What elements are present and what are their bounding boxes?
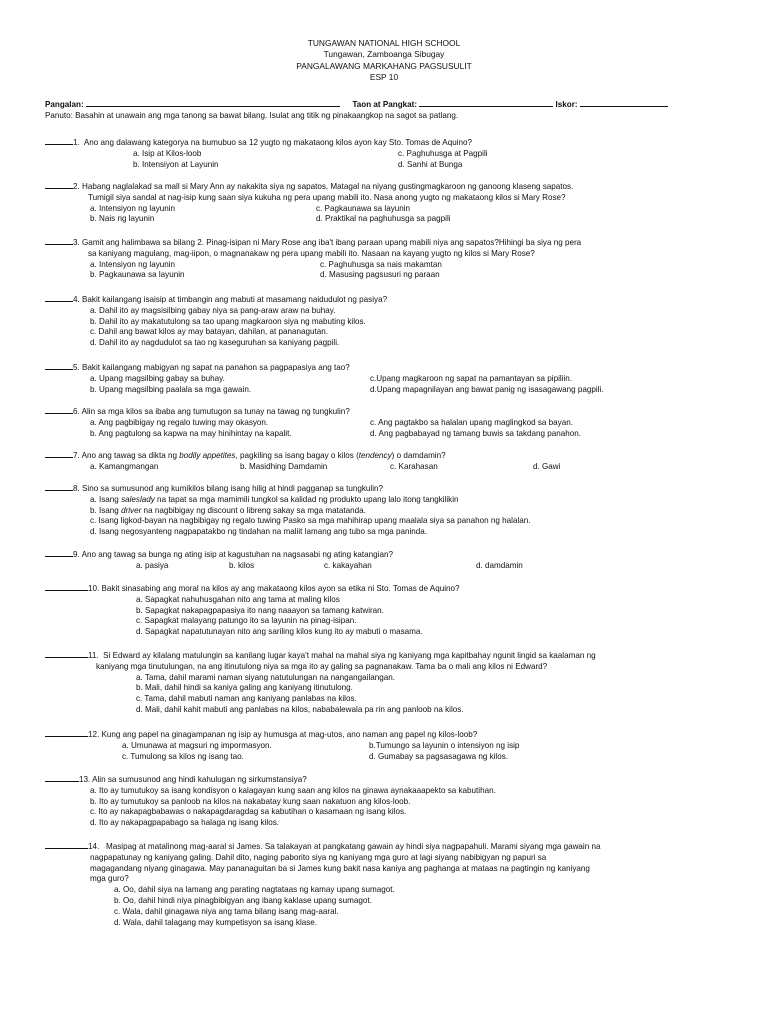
question-stem: Ano ang dalawang kategorya na bumubuo sa 12 yugto ng makataong kilos ayon kay Sto. Tomas de Aquino?: [83, 138, 472, 147]
question-stem-continued: kaniyang mga tinutulungan, na ang itinutulong niya sa mga ito ay galing sa pagnanakaw. Tama ba o mali ang kilos ni Edward?: [96, 661, 548, 671]
option-a: a. Upang magsilbing gabay sa buhay.: [90, 373, 225, 383]
option-a: a. Ang pagbibigay ng regalo tuwing may okasyon.: [90, 417, 269, 427]
option-a: a. pasiya: [136, 560, 169, 570]
question-stem-continued: mga guro?: [90, 874, 129, 884]
option-b: b. Mali, dahil hindi sa kaniya galing ang kaniyang itinutulong.: [136, 683, 353, 693]
question-stem: Sino sa sumusunod ang kumikilos bilang isang hilig at hindi pagganap sa tungkulin?: [82, 484, 384, 493]
options: [45, 374, 745, 396]
grade-field[interactable]: [419, 99, 553, 107]
option-b: b. Dahil ito ay makatutulong sa tao upang magkaroon siya ng mabuting kilos.: [90, 316, 366, 326]
document-header: [0, 38, 768, 84]
option-d: d. Isang negosyanteng nagpapatakbo ng tindahan na maliit lamang ang tubo sa mga paninda.: [90, 527, 428, 537]
option-d: d.Upang mapagnilayan ang bawat panig ng isasagawang pagpili.: [370, 384, 604, 394]
options: [45, 741, 745, 763]
answer-blank[interactable]: [45, 180, 73, 189]
question-stem: Masipag at matalinong mag-aaral si James. Sa talakayan at pangkatang gawain ay hindi siya nagpapahuli. Marami siyang mga gawain na: [106, 842, 601, 851]
question-7: [45, 449, 745, 473]
question-stem-continued: magagandang niyang ginagawa. May pananaguitan ba si James kung bakit nasa kaniya ang paghanga at mataas na pagtingin ng kaniyang: [90, 863, 590, 873]
option-d: d. Mali, dahil kahit mabuti ang panlabas na kilos, nababalewala pa rin ang panloob na kilos.: [136, 704, 464, 714]
question-11: [45, 649, 745, 716]
option-c: c. Tumulong sa kilos ng isang tao.: [122, 751, 244, 761]
option-d: d. Gawi: [533, 461, 561, 471]
options: [45, 149, 745, 171]
option-c: c. Sapagkat malayang patungo ito sa layunin na pinag-isipan.: [136, 616, 357, 626]
options: [45, 561, 745, 572]
question-stem-continued: nagpapatunay ng kaniyang galing. Dahil dito, naging paborito siya ng kaniyang mga guro at lagi siyang nabibigyan ng papuri sa: [90, 852, 547, 862]
question-10: [45, 582, 745, 638]
question-stem: Bakit sinasabing ang moral na kilos ay ang makataong kilos ayon sa etika ni Sto. Tomas de Aquino?: [101, 584, 460, 593]
question-number: 12.: [88, 730, 100, 739]
question-14: [45, 840, 745, 928]
option-a: a. Isip at Kilos-loob: [133, 148, 202, 158]
option-b: b. Upang magsilbing paalala sa mga gawain.: [90, 384, 252, 394]
question-12: [45, 728, 745, 762]
options: [45, 673, 745, 716]
answer-blank[interactable]: [45, 728, 88, 737]
option-c: c. Pagkaunawa sa layunin: [316, 203, 411, 213]
answer-blank[interactable]: [45, 482, 73, 491]
option-c: c. Ang pagtakbo sa halalan upang maglingkod sa bayan.: [370, 417, 573, 427]
option-d: d. Dahil ito ay nagdudulot sa tao ng kaseguruhan sa kaniyang pagpili.: [90, 338, 340, 348]
question-number: 14.: [88, 842, 100, 851]
exam-title: PANGALAWANG MARKAHANG PAGSUSULIT: [296, 60, 472, 71]
question-number: 11.: [88, 651, 99, 660]
subject-title: ESP 10: [369, 72, 399, 83]
options: [45, 306, 745, 349]
question-stem-continued: Tumigil siya sandal at nag-isip kung saan siya kukuha ng pera upang mabili ito. Nasa anong yugto ng makataong kilos si Mary Rose?: [88, 192, 566, 202]
question-number: 4.: [73, 295, 80, 304]
question-5: [45, 361, 745, 395]
options: [45, 462, 745, 473]
options: [45, 786, 745, 829]
option-c: c. Wala, dahil ginagawa niya ang tama bilang isang mag-aaral.: [114, 906, 339, 916]
option-a: a. Ito ay tumutukoy sa isang kondisyon o kalagayan kung saan ang kilos na ginawa aynakaaapekto sa kabutihan.: [90, 785, 496, 795]
option-c: c. Dahil ang bawat kilos ay may batayan, dahilan, at pananagutan.: [90, 327, 329, 337]
option-a: a. Intensiyon ng layunin: [90, 203, 176, 213]
question-number: 13.: [79, 775, 91, 784]
options: [45, 885, 745, 928]
student-info-line: [45, 99, 745, 111]
question-13: [45, 773, 745, 829]
option-c: c. Ito ay nakapagbabawas o nakapagdaragdag sa kabutihan o kasamaan ng isang kilos.: [90, 807, 407, 817]
question-stem: Ano ang tawag sa bunga ng ating isip at kagustuhan na nagsasabi ng ating katangian?: [81, 550, 393, 559]
question-number: 2.: [73, 182, 80, 191]
option-a: a. Tama, dahil marami naman siyang natutulungan na nangangailangan.: [136, 672, 396, 682]
question-stem: Ano ang tawag sa dikta ng bodily appetites, pagkiling sa isang bagay o kilos (tendency) o damdamin?: [81, 451, 446, 460]
option-b: b.Tumungo sa layunin o intensiyon ng isip: [369, 740, 520, 750]
question-6: [45, 405, 745, 439]
option-d: d. Ito ay nakapagpapabago sa halaga ng isang kilos.: [90, 818, 279, 828]
option-b: b. Pagkaunawa sa layunin: [90, 270, 185, 280]
name-field[interactable]: [86, 99, 340, 107]
score-field[interactable]: [580, 99, 668, 107]
option-a: a. Oo, dahil siya na lamang ang parating nagtataas ng kamay upang sumagot.: [114, 885, 395, 895]
option-c: c. Isang ligkod-bayan na nagbibigay ng regalo tuwing Pasko sa mga mahihirap upang maalala siya sa panahon ng halalan.: [90, 516, 531, 526]
answer-blank[interactable]: [45, 840, 88, 849]
question-number: 10.: [88, 584, 100, 593]
option-c: c. Paghuhusga at Pagpili: [398, 148, 488, 158]
question-stem: Alin sa mga kilos sa ibaba ang tumutugon sa tunay na tawag ng tungkulin?: [81, 407, 350, 416]
answer-blank[interactable]: [45, 649, 88, 658]
option-c: c.Upang magkaroon ng sapat na pamantayan sa pipiliin.: [370, 373, 573, 383]
option-c: c. Paghuhusga sa nais makamtan: [320, 259, 442, 269]
answer-blank[interactable]: [45, 293, 73, 302]
option-a: a. Umunawa at magsuri ng impormasyon.: [122, 740, 272, 750]
grade-label: Taon at Pangkat:: [352, 100, 418, 109]
instructions: Panuto: Basahin at unawain ang mga tanong sa bawat bilang. Isulat ang titik ng pinakaangkop na sagot sa patlang.: [45, 111, 459, 120]
answer-blank[interactable]: [45, 136, 73, 145]
question-number: 6.: [73, 407, 80, 416]
option-a: a. Kamangmangan: [90, 461, 159, 471]
question-stem: Gamit ang halimbawa sa bilang 2. Pinag-isipan ni Mary Rose ang iba't ibang paraan upang mabili niya ang sapatos?Hihingi ba siya ng pera: [82, 238, 582, 247]
options: [45, 418, 745, 440]
question-number: 5.: [73, 363, 80, 372]
answer-blank[interactable]: [45, 773, 79, 782]
question-stem: Alin sa sumusunod ang hindi kahulugan ng sirkumstansiya?: [92, 775, 307, 784]
option-d: d. damdamin: [476, 560, 523, 570]
option-a: a. Sapagkat nahuhusgahan nito ang tama at maling kilos: [136, 594, 340, 604]
option-b: b. Masidhing Damdamin: [240, 461, 328, 471]
options: [45, 595, 745, 638]
option-d: d. Sapagkat napatutunayan nito ang sariling kilos kung ito ay mabuti o masama.: [136, 627, 423, 637]
options: [45, 204, 745, 226]
question-stem: Si Edward ay kilalang matulungin sa kanilang lugar kaya't mahal na mahal siya ng kaniyang mga kapitbahay ngunit lingid sa kaalaman ng: [103, 651, 596, 660]
question-number: 7.: [73, 451, 80, 460]
question-4: [45, 293, 745, 349]
options: [45, 260, 745, 282]
option-d: d. Wala, dahil talagang may kumpetisyon sa isang klase.: [114, 917, 318, 927]
option-c: c. Tama, dahil mabuti naman ang kaniyang panlabas na kilos.: [136, 694, 357, 704]
question-8: [45, 482, 745, 538]
question-number: 9.: [73, 550, 80, 559]
answer-blank[interactable]: [45, 361, 73, 370]
option-d: d. Gumabay sa pagsasagawa ng kilos.: [369, 751, 509, 761]
option-b: b. Sapagkat nakapagpapasiya ito nang naaayon sa tamang katwiran.: [136, 605, 384, 615]
question-number: 1.: [73, 138, 80, 147]
question-stem: Bakit kailangang isaisip at timbangin ang mabuti at masamang naidudulot ng pasiya?: [82, 295, 388, 304]
option-b: b. Ang pagtulong sa kapwa na may hinihintay na kapalit.: [90, 428, 292, 438]
question-number: 3.: [73, 238, 80, 247]
option-a: a. Intensiyon ng layunin: [90, 259, 176, 269]
answer-blank[interactable]: [45, 582, 88, 591]
question-9: [45, 548, 745, 572]
answer-blank[interactable]: [45, 405, 73, 414]
option-d: d. Masusing pagsusuri ng paraan: [320, 270, 440, 280]
option-a: a. Isang saleslady na tapat sa mga mamimili tungkol sa kalidad ng produkto upang lalo itong tangkilikin: [90, 494, 459, 504]
question-1: [45, 136, 745, 170]
question-2: [45, 180, 745, 225]
name-label: Pangalan:: [45, 100, 84, 109]
option-c: c. Karahasan: [390, 461, 438, 471]
question-stem-continued: sa kaniyang magulang, mag-iipon, o magnanakaw ng pera upang mabili ito. Nasaan na kayang yugto ng kilos si Mary Rose?: [88, 248, 535, 258]
option-a: a. Dahil ito ay magsisilbing gabay niya sa pang-araw araw na buhay.: [90, 305, 336, 315]
school-name: TUNGAWAN NATIONAL HIGH SCHOOL: [307, 38, 461, 48]
option-b: b. Nais ng layunin: [90, 214, 155, 224]
option-c: c. kakayahan: [324, 560, 372, 570]
option-d: d. Praktikal na paghuhusga sa pagpili: [316, 214, 451, 224]
options: [45, 495, 745, 538]
option-b: b. kilos: [229, 560, 255, 570]
question-stem: Bakit kailangang mabigyan ng sapat na panahon sa pagpapasiya ang tao?: [82, 363, 350, 372]
option-b: b. Ito ay tumutukoy sa panloob na kilos na nakabatay kung saan nakatuon ang kilos-loob.: [90, 796, 411, 806]
question-number: 8.: [73, 484, 80, 493]
score-label: Iskor:: [555, 100, 578, 109]
option-b: b. Intensiyon at Layunin: [133, 159, 219, 169]
question-stem: Kung ang papel na ginagampanan ng isip ay humusga at mag-utos, ano naman ang papel ng kilos-loob?: [101, 730, 478, 739]
option-b: b. Oo, dahil hindi niya pinagbibigyan ang ibang kaklase upang sumagot.: [114, 895, 372, 905]
answer-blank[interactable]: [45, 449, 73, 458]
option-d: d. Ang pagbabayad ng tamang buwis sa takdang panahon.: [370, 428, 582, 438]
school-location: Tungawan, Zamboanga Sibugay: [323, 49, 445, 60]
answer-blank[interactable]: [45, 236, 73, 245]
answer-blank[interactable]: [45, 548, 73, 557]
question-stem: Habang naglalakad sa mall si Mary Ann ay nakakita siya ng sapatos. Matagal na niyang gustingmagkaroon ng ganoong klaseng sapatos.: [82, 182, 574, 191]
option-b: b. Isang driver na nagbibigay ng discount o libreng sakay sa mga matatanda.: [90, 505, 366, 515]
question-3: [45, 236, 745, 281]
option-d: d. Sanhi at Bunga: [398, 159, 463, 169]
